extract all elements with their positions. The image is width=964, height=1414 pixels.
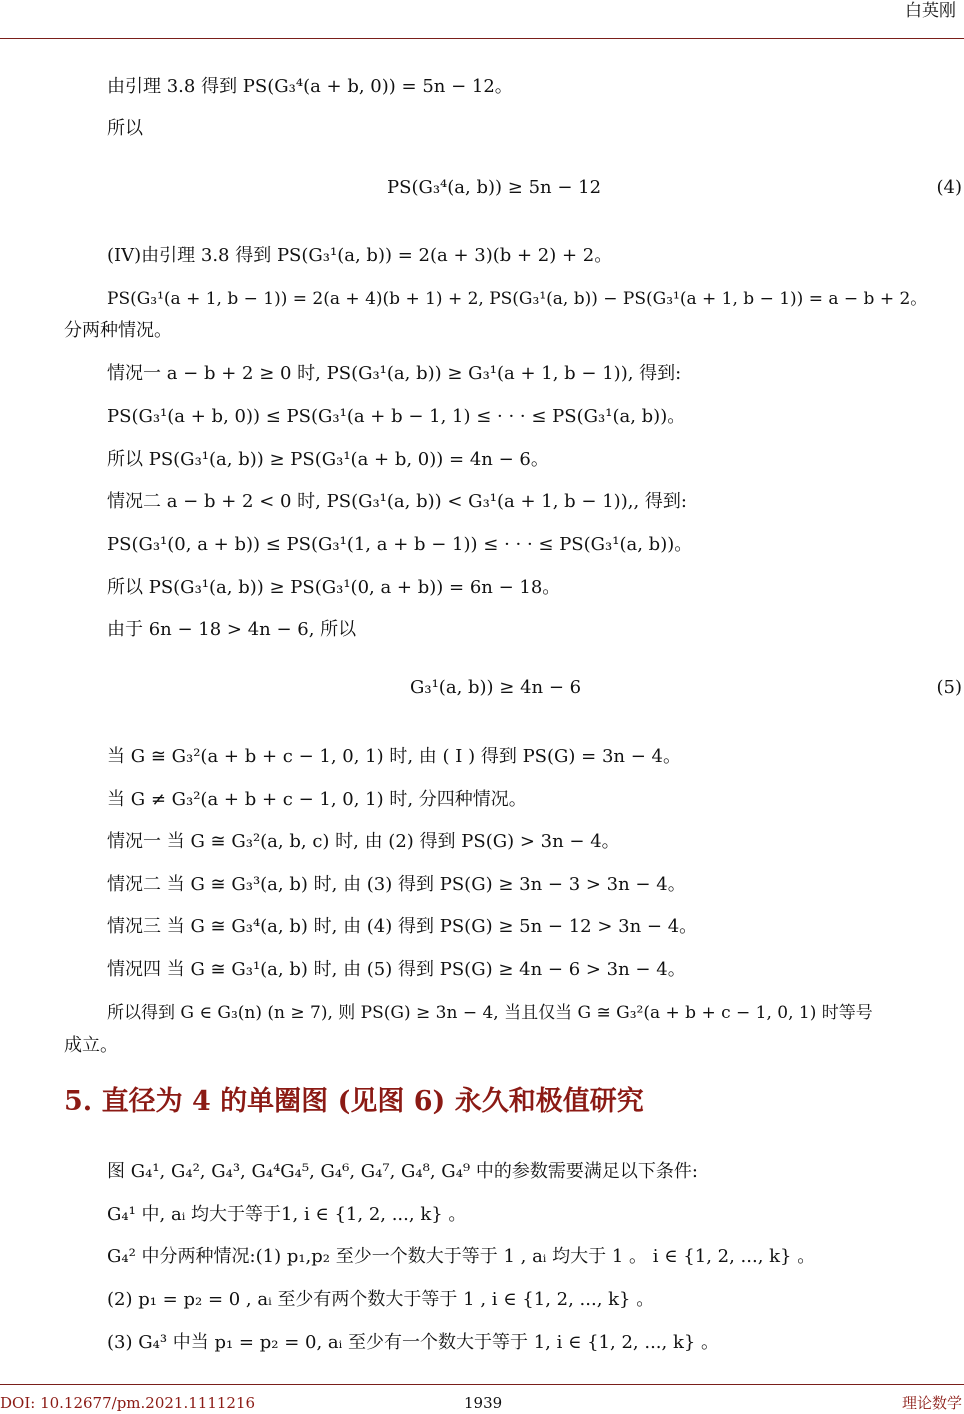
text-line: 当 G ≅ G₃²(a + b + c − 1, 0, 1) 时, 由 ( Ⅰ ) 得到 PS(G) = 3n − 4。 bbox=[107, 746, 681, 767]
text-line: 情况一 当 G ≅ G₃²(a, b, c) 时, 由 (2) 得到 PS(G) > 3n − 4。 bbox=[107, 831, 620, 852]
text-line: 情况四 当 G ≅ G₃¹(a, b) 时, 由 (5) 得到 PS(G) ≥ 4n − 6 > 3n − 4。 bbox=[107, 959, 686, 980]
text-line: (IV)由引理 3.8 得到 PS(G₃¹(a, b)) = 2(a + 3)(b + 2) + 2。 bbox=[107, 245, 613, 266]
footer-journal: 理论数学 bbox=[901, 1394, 962, 1412]
footer-rule bbox=[0, 1384, 964, 1385]
running-header-author: 白英刚 bbox=[905, 1, 956, 21]
text-line: 成立。 bbox=[64, 1035, 118, 1056]
text-line: G₄² 中分两种情况:(1) p₁,p₂ 至少一个数大于等于 1 , aᵢ 均大于 1 。 i ∈ {1, 2, ..., k} 。 bbox=[107, 1246, 816, 1267]
footer-page-number: 1939 bbox=[464, 1394, 503, 1412]
text-line: 分两种情况。 bbox=[64, 320, 172, 341]
text-line: 所以 PS(G₃¹(a, b)) ≥ PS(G₃¹(a + b, 0)) = 4n − 6。 bbox=[107, 449, 549, 470]
text-line: 所以 bbox=[107, 118, 143, 139]
text-line: 由于 6n − 18 > 4n − 6, 所以 bbox=[107, 619, 357, 640]
text-line: 图 G₄¹, G₄², G₄³, G₄⁴G₄⁵, G₄⁶, G₄⁷, G₄⁸, G₄⁹ 中的参数需要满足以下条件: bbox=[107, 1161, 698, 1182]
footer-doi: DOI: 10.12677/pm.2021.1111216 bbox=[0, 1394, 256, 1412]
text-line: 情况三 当 G ≅ G₃⁴(a, b) 时, 由 (4) 得到 PS(G) ≥ 5n − 12 > 3n − 4。 bbox=[107, 916, 698, 937]
section-heading: 5. 直径为 4 的单圈图 (见图 6) 永久和极值研究 bbox=[64, 1086, 644, 1117]
text-line: 由引理 3.8 得到 PS(G₃⁴(a + b, 0)) = 5n − 12。 bbox=[107, 76, 513, 97]
text-line: G₄¹ 中, aᵢ 均大于等于1, i ∈ {1, 2, ..., k} 。 bbox=[107, 1204, 467, 1225]
text-line: (2) p₁ = p₂ = 0 , aᵢ 至少有两个数大于等于 1 , i ∈ {1, 2, ..., k} 。 bbox=[107, 1289, 655, 1310]
text-line: PS(G₃¹(a + b, 0)) ≤ PS(G₃¹(a + b − 1, 1) ≤ · · · ≤ PS(G₃¹(a, b))。 bbox=[107, 406, 686, 427]
equation-number: (5) bbox=[936, 677, 962, 698]
header-rule bbox=[0, 38, 964, 39]
text-line: 情况一 a − b + 2 ≥ 0 时, PS(G₃¹(a, b)) ≥ G₃¹(a + 1, b − 1)), 得到: bbox=[107, 363, 682, 384]
equation-5: G₃¹(a, b)) ≥ 4n − 6 bbox=[410, 677, 582, 698]
text-line: 所以得到 G ∈ G₃(n) (n ≥ 7), 则 PS(G) ≥ 3n − 4, 当且仅当 G ≅ G₃²(a + b + c − 1, 0, 1) 时等号 bbox=[107, 1003, 873, 1023]
text-line: PS(G₃¹(0, a + b)) ≤ PS(G₃¹(1, a + b − 1)) ≤ · · · ≤ PS(G₃¹(a, b))。 bbox=[107, 534, 693, 555]
text-line: (3) G₄³ 中当 p₁ = p₂ = 0, aᵢ 至少有一个数大于等于 1, i ∈ {1, 2, ..., k} 。 bbox=[107, 1332, 720, 1353]
equation-4: PS(G₃⁴(a, b)) ≥ 5n − 12 bbox=[387, 177, 602, 198]
text-line: 当 G ≠ G₃²(a + b + c − 1, 0, 1) 时, 分四种情况。 bbox=[107, 789, 527, 810]
equation-number: (4) bbox=[936, 177, 962, 198]
text-line: 所以 PS(G₃¹(a, b)) ≥ PS(G₃¹(0, a + b)) = 6n − 18。 bbox=[107, 577, 561, 598]
text-line: 情况二 当 G ≅ G₃³(a, b) 时, 由 (3) 得到 PS(G) ≥ 3n − 3 > 3n − 4。 bbox=[107, 874, 686, 895]
text-line: PS(G₃¹(a + 1, b − 1)) = 2(a + 4)(b + 1) + 2, PS(G₃¹(a, b)) − PS(G₃¹(a + 1, b − 1)) = a − b + 2。 bbox=[107, 289, 928, 309]
text-line: 情况二 a − b + 2 < 0 时, PS(G₃¹(a, b)) < G₃¹(a + 1, b − 1)),, 得到: bbox=[107, 491, 687, 512]
